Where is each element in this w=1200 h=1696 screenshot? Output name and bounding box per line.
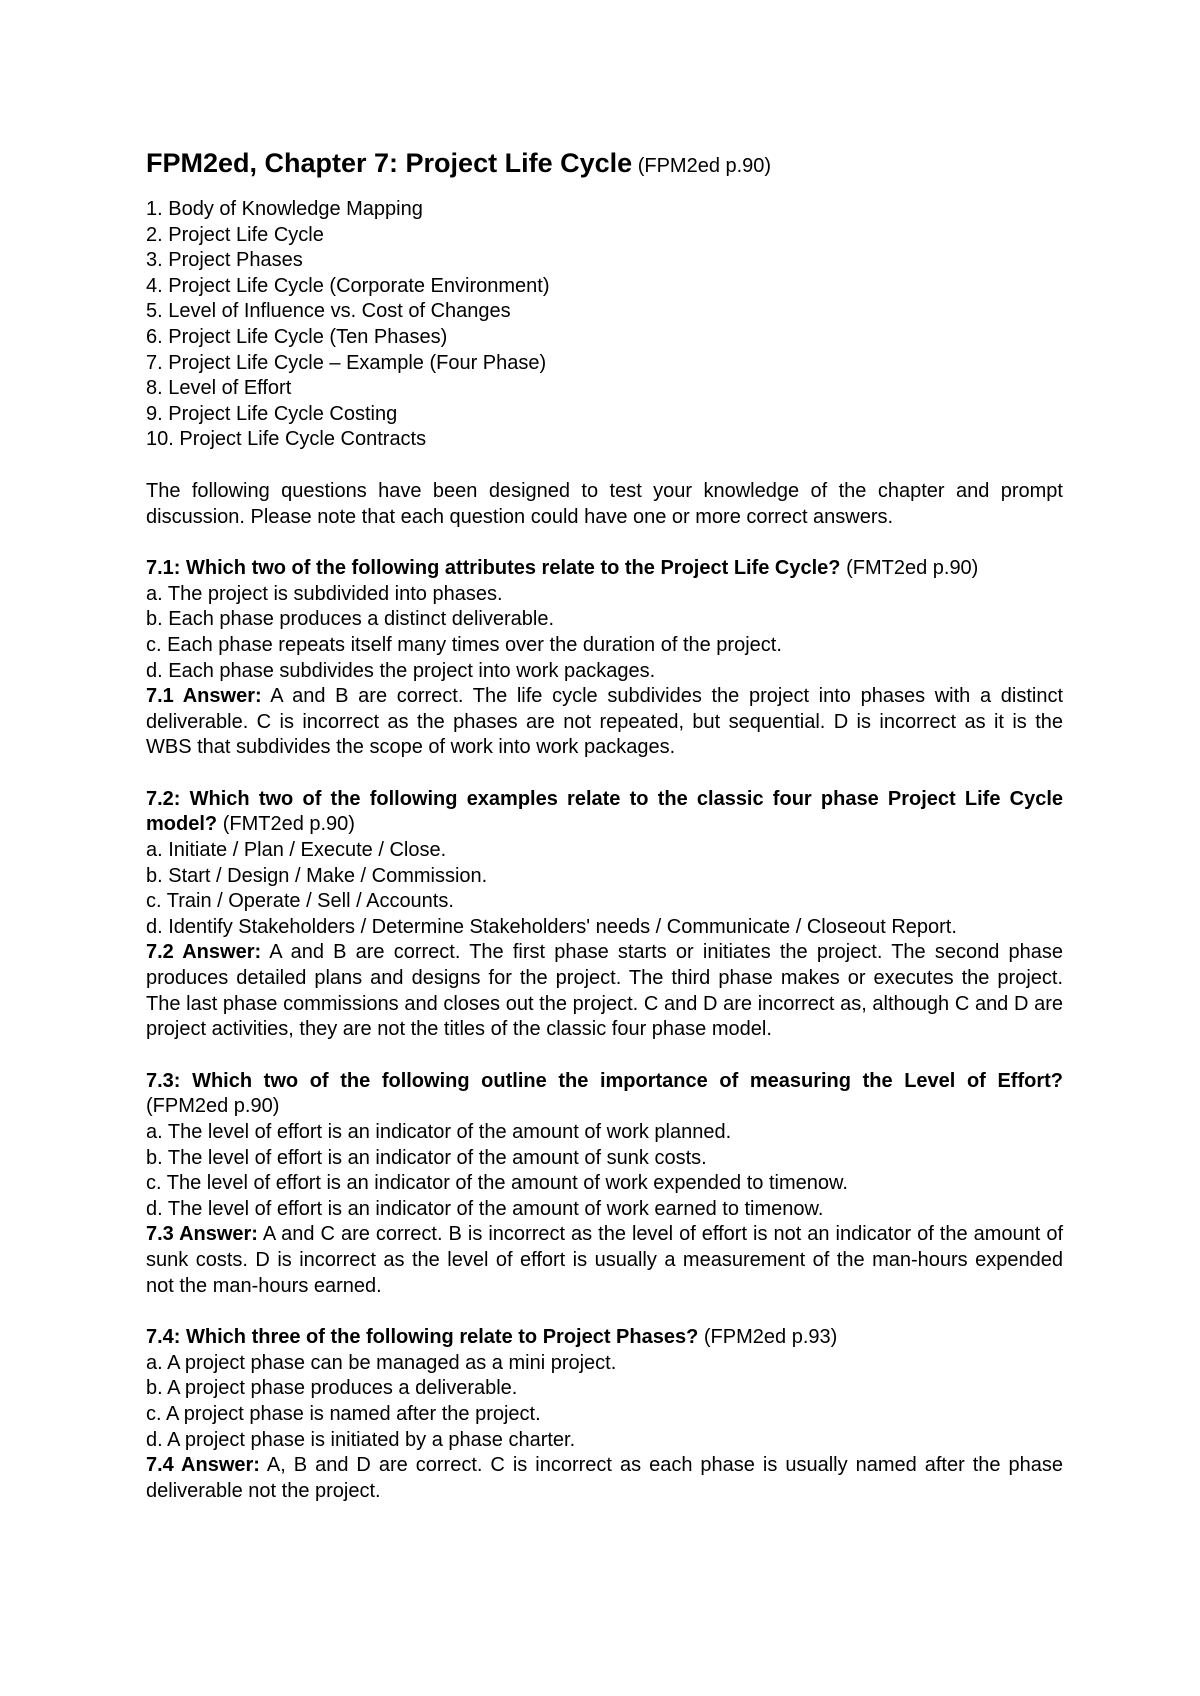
contents-item: 8. Level of Effort (146, 377, 292, 400)
answer-option: b. Start / Design / Make / Commission. (146, 864, 488, 887)
answer-option: c. The level of effort is an indicator of the amount of work expended to timenow. (146, 1172, 848, 1195)
answer-text: A, B and D are correct. C is incorrect as each phase is usually named after the phase deliverable not the project. (146, 1454, 1064, 1502)
chapter-title-reference: (FPM2ed p.90) (637, 155, 772, 177)
question-heading: 7.3: Which two of the following outline the importance of measuring the Level of Effort? (146, 1069, 1063, 1092)
answer-option: a. A project phase can be managed as a mini project. (146, 1351, 617, 1374)
contents-item: 3. Project Phases (146, 249, 303, 272)
answer-option: b. The level of effort is an indicator of the amount of sunk costs. (146, 1146, 707, 1169)
question-text (146, 556, 1063, 582)
answer-option: b. A project phase produces a deliverable. (146, 1377, 518, 1400)
contents-item: 2. Project Life Cycle (146, 223, 324, 246)
answer-option: c. Each phase repeats itself many times over the duration of the project. (146, 633, 782, 656)
answer-option: d. Identify Stakeholders / Determine Stakeholders' needs / Communicate / Closeout Report. (146, 915, 957, 938)
question-block (146, 1069, 1063, 1299)
answer-option: a. The project is subdivided into phases. (146, 582, 503, 605)
answer-option: b. Each phase produces a distinct deliverable. (146, 608, 555, 631)
answer-text: A and B are correct. The life cycle subdivides the project into phases with a distinct deliverable. C is incorrect as the phases are not repeated, but sequential. D is incorrect as it is the WBS that subdivides the scope of work into work packages. (146, 685, 1064, 759)
answer-option: d. A project phase is initiated by a phase charter. (146, 1428, 576, 1451)
question-block (146, 556, 1063, 761)
chapter-title (146, 146, 1063, 183)
question-block (146, 787, 1063, 1043)
contents-item: 9. Project Life Cycle Costing (146, 402, 398, 425)
chapter-title-main: FPM2ed, Chapter 7: Project Life Cycle (146, 148, 633, 178)
contents-item: 10. Project Life Cycle Contracts (146, 428, 427, 451)
question-reference: (FMT2ed p.90) (846, 557, 979, 580)
answer-option: c. Train / Operate / Sell / Accounts. (146, 890, 454, 913)
answer-text: A and C are correct. B is incorrect as the level of effort is not an indicator of the amount of sunk costs. D is incorrect as the level of effort is usually a measurement of the man-hours expended not the man-hours earned. (146, 1223, 1064, 1297)
answer-option: d. Each phase subdivides the project into work packages. (146, 659, 656, 682)
answer-option: c. A project phase is named after the project. (146, 1402, 541, 1425)
answer-option: a. Initiate / Plan / Execute / Close. (146, 839, 447, 862)
question-reference: (FPM2ed p.90) (146, 1095, 280, 1118)
question-text (146, 787, 1063, 838)
contents-item: 7. Project Life Cycle – Example (Four Phase) (146, 351, 547, 374)
answer-label: 7.4 Answer: (146, 1454, 260, 1477)
intro-paragraph: The following questions have been designed to test your knowledge of the chapter and prompt discussion. Please note that each question could have one or more correct answers. (146, 479, 1063, 528)
answer-explanation (146, 684, 1063, 761)
answer-explanation (146, 940, 1063, 1042)
question-heading: 7.1: Which two of the following attributes relate to the Project Life Cycle? (146, 557, 841, 580)
question-heading: 7.4: Which three of the following relate to Project Phases? (146, 1326, 699, 1349)
answer-option: a. The level of effort is an indicator of the amount of work planned. (146, 1121, 732, 1143)
question-heading: 7.2: Which two of the following examples relate to the classic four phase Project Life Cycle model? (146, 787, 1063, 836)
answer-explanation (146, 1453, 1063, 1504)
contents-item: 5. Level of Influence vs. Cost of Changes (146, 300, 511, 323)
question-text (146, 1325, 1063, 1351)
question-reference: (FPM2ed p.93) (703, 1326, 838, 1349)
answer-label: 7.2 Answer: (146, 941, 262, 964)
contents-item: 6. Project Life Cycle (Ten Phases) (146, 325, 448, 348)
contents-item: 4. Project Life Cycle (Corporate Environment) (146, 274, 550, 297)
document-page (146, 146, 1063, 1530)
question-reference: (FMT2ed p.90) (222, 813, 355, 836)
contents-item: 1. Body of Knowledge Mapping (146, 198, 423, 220)
answer-label: 7.1 Answer: (146, 685, 262, 708)
chapter-contents-list (146, 197, 1063, 453)
answer-option: d. The level of effort is an indicator of the amount of work earned to timenow. (146, 1197, 824, 1220)
question-block (146, 1325, 1063, 1504)
answer-explanation (146, 1222, 1063, 1299)
question-text (146, 1069, 1063, 1120)
answer-label: 7.3 Answer: (146, 1223, 258, 1246)
answer-text: A and B are correct. The first phase starts or initiates the project. The second phase produces detailed plans and designs for the project. The third phase makes or executes the project. The last phase commissions and closes out the project. C and D are incorrect as, although C and D are project activities, they are not the titles of the classic four phase model. (146, 941, 1063, 1041)
